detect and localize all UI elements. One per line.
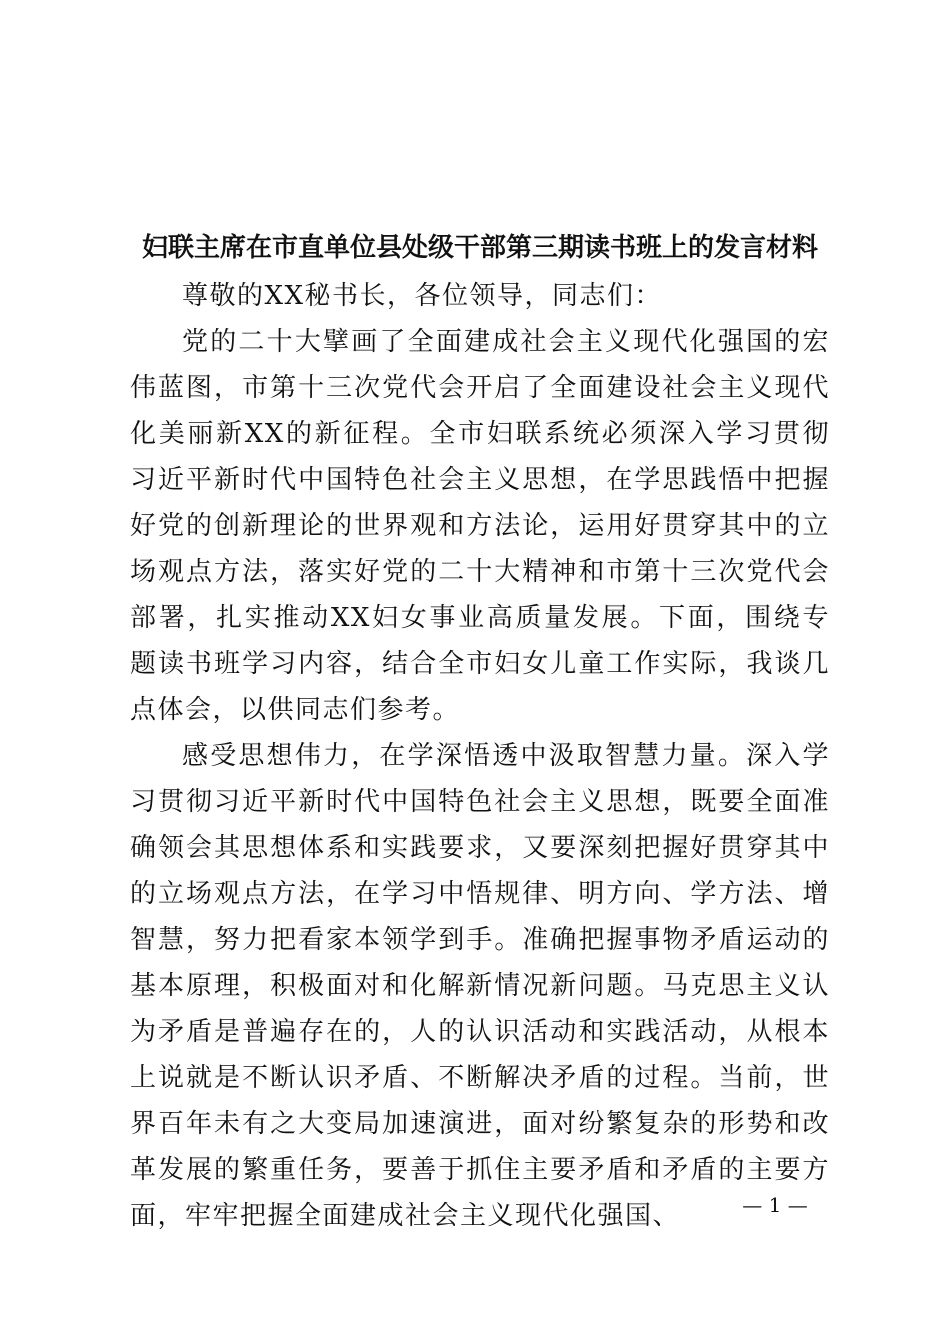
- paragraph-intro: 党的二十大擘画了全面建成社会主义现代化强国的宏伟蓝图，市第十三次党代会开启了全面建设社会主义现代化美丽新XX的新征程。全市妇联系统必须深入学习贯彻习近平新时代中国特色社会主义思想，在学思践悟中把握好党的创新理论的世界观和方法论，运用好贯穿其中的立场观点方法，落实好党的二十大精神和市第十三次党代会部署，扎实推动XX妇女事业高质量发展。下面，围绕专题读书班学习内容，结合全市妇女儿童工作实际，我谈几点体会，以供同志们参考。: [130, 327, 830, 725]
- paragraph-section-one: 感受思想伟力，在学深悟透中汲取智慧力量。深入学习贯彻习近平新时代中国特色社会主义思想，既要全面准确领会其思想体系和实践要求，又要深刻把握好贯穿其中的立场观点方法，在学习中悟规律、明方向、学方法、增智慧，努力把看家本领学到手。准确把握事物矛盾运动的基本原理，积极面对和化解新情况新问题。马克思主义认为矛盾是普遍存在的，人的认识活动和实践活动，从根本上说就是不断认识矛盾、不断解决矛盾的过程。当前，世界百年未有之大变局加速演进，面对纷繁复杂的形势和改革发展的繁重任务，要善于抓住主要矛盾和矛盾的主要方面，牢牢把握全面建成社会主义现代化强国、: [130, 741, 830, 1231]
- document-title: 妇联主席在市直单位县处级干部第三期读书班上的发言材料: [141, 233, 818, 263]
- page-number: — 1 —: [742, 1193, 808, 1217]
- document-body: [130, 273, 830, 1239]
- salutation: 尊敬的XX秘书长，各位领导，同志们：: [182, 281, 663, 311]
